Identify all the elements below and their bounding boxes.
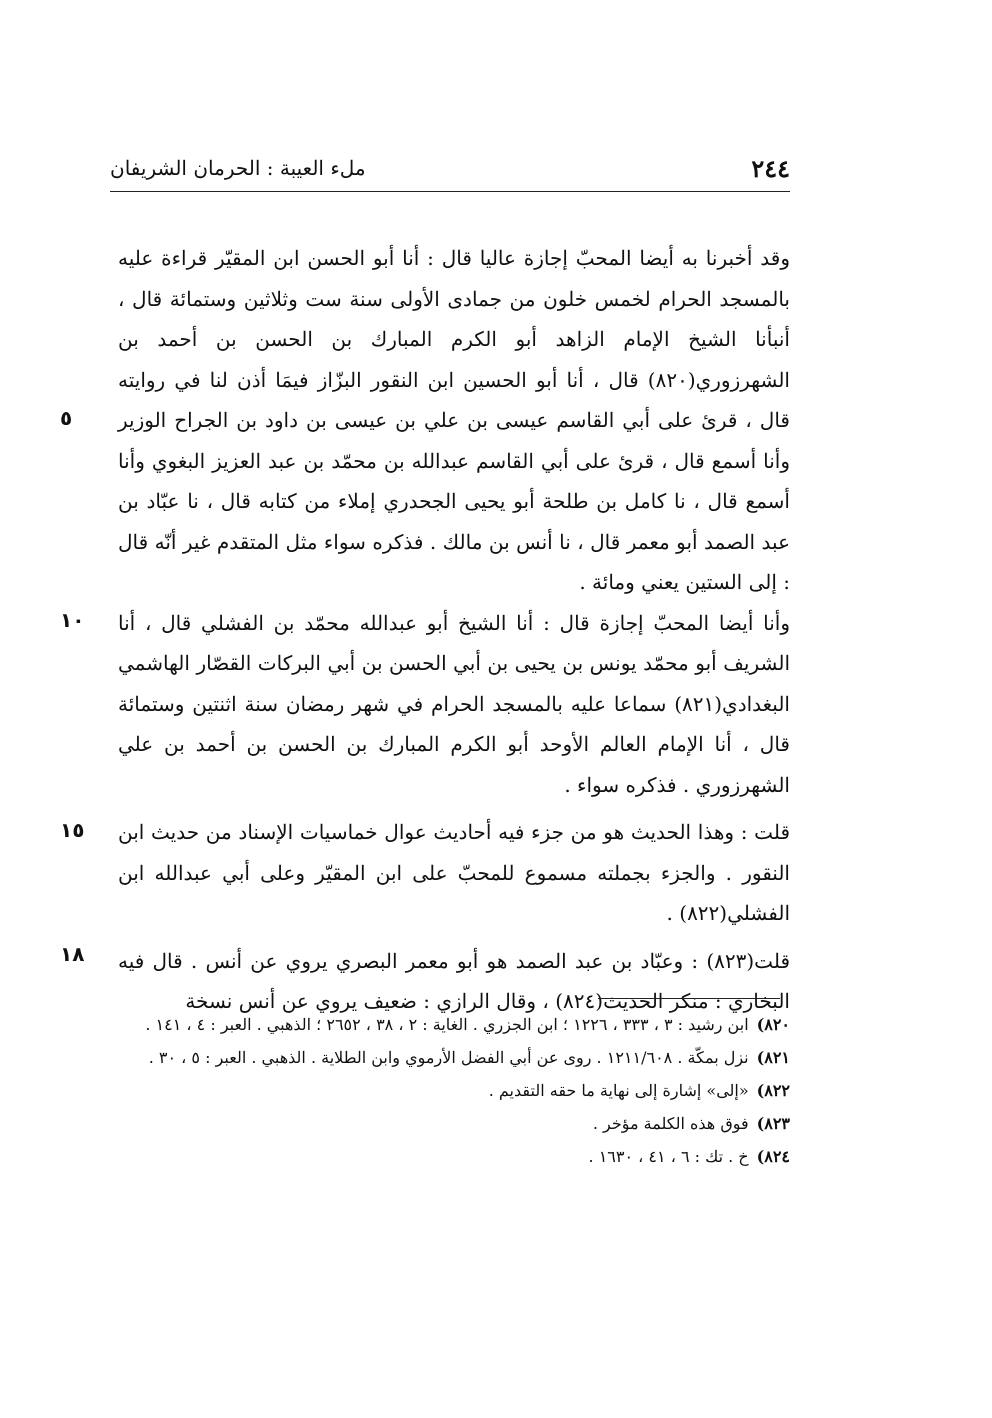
footnote-number: ٨٢٣) (756, 1114, 790, 1133)
footnote-number: ٨٢١) (756, 1048, 790, 1067)
running-title: ملء العيبة : الحرمان الشريفان (110, 156, 366, 180)
footnote-text: ابن رشيد : ٣ ، ٣٣٣ ، ١٢٢٦ ؛ ابن الجزري . الغاية : ٢ ، ٣٨ ، ٢٦٥٢ ؛ الذهبي . العبر : ٤ ، ١٤١ . (145, 1015, 749, 1034)
paragraph: وقد أخبرنا به أيضا المحبّ إجازة عاليا قال : أنا أبو الحسن ابن المقيّر قراءة عليه بالمسجد الحرام لخمس خلون من جمادى الأولى سنة ست وثلاثين وستمائة قال ، أنبأنا الشيخ الإمام الزاهد أبو الكرم المبارك بن الحسن بن أحمد بن الشهرزوري(٨٢٠) قال ، أنا أبو الحسين ابن النقور البزّاز فيمَا أذن لنا في روايته قال ، قرئ على أبي القاسم عيسى بن علي بن عيسى بن داود بن الجراح الوزير وأنا أسمع قال ، قرئ على أبي القاسم عبدالله بن محمّد بن عبد العزيز البغوي وأنا أسمع قال ، نا كامل بن طلحة أبو يحيى الجحدري إملاء من كتابه قال ، نا عبّاد بن عبد الصمد أبو معمر قال ، نا أنس بن مالك . فذكره سواء مثل المتقدم غير أنّه قال : إلى الستين يعني ومائة . (118, 246, 790, 594)
footnote-text: نزل بمكّة . ١٢١١/٦٠٨ . روى عن أبي الفضل الأرموي وابن الطلاية . الذهبي . العبر : ٥ ، ٣٠ . (148, 1048, 749, 1067)
page-number: ٢٤٤ (751, 154, 790, 183)
paragraph: قلت : وهذا الحديث هو من جزء فيه أحاديث عوال خماسيات الإسناد من حديث ابن النقور . والجزء بجملته مسموع للمحبّ على ابن المقيّر وعلى أبي عبدالله ابن الفشلي(٨٢٢) . (118, 820, 790, 925)
line-number: ١٨ (60, 942, 85, 966)
footnote (118, 1111, 790, 1137)
footnote-text: فوق هذه الكلمة مؤخر . (592, 1114, 749, 1133)
footnote-number: ٨٢٢) (756, 1081, 790, 1100)
footnotes (118, 1012, 790, 1177)
footnote (118, 1144, 790, 1170)
main-text (118, 238, 790, 1022)
footnote-number: ٨٢٠) (756, 1015, 790, 1034)
line-number: ١٥ (60, 818, 85, 842)
footnote-text: خ . تك : ٦ ، ٤١ ، ١٦٣٠ . (588, 1147, 749, 1166)
footnote-rule (598, 998, 780, 999)
footnote (118, 1078, 790, 1104)
footnote (118, 1045, 790, 1071)
line-number: ١٠ (60, 608, 85, 632)
footnote-number: ٨٢٤) (756, 1147, 790, 1166)
paragraph: قلت(٨٢٣) : وعبّاد بن عبد الصمد هو أبو معمر البصري يروي عن أنس . قال فيه البخاري : منكر الحديث(٨٢٤) ، وقال الرازي : ضعيف يروي عن أنس نسخة (118, 948, 790, 1013)
footnote (118, 1012, 790, 1038)
paragraph: وأنا أيضا المحبّ إجازة قال : أنا الشيخ أبو عبدالله محمّد بن الفشلي قال ، أنا الشريف أبو محمّد يونس بن يحيى بن أبي الحسن بن أبي البركات القصّار الهاشمي البغدادي(٨٢١) سماعا عليه بالمسجد الحرام في شهر رمضان سنة اثنتين وستمائة قال ، أنا الإمام العالم الأوحد أبو الكرم المبارك بن الحسن بن أحمد بن علي الشهرزوري . فذكره سواء . (118, 610, 790, 797)
page-header (110, 152, 790, 186)
footnote-text: «إلى» إشارة إلى نهاية ما حقه التقديم . (488, 1081, 749, 1100)
header-rule (110, 191, 790, 192)
line-number: ٥ (60, 406, 73, 430)
